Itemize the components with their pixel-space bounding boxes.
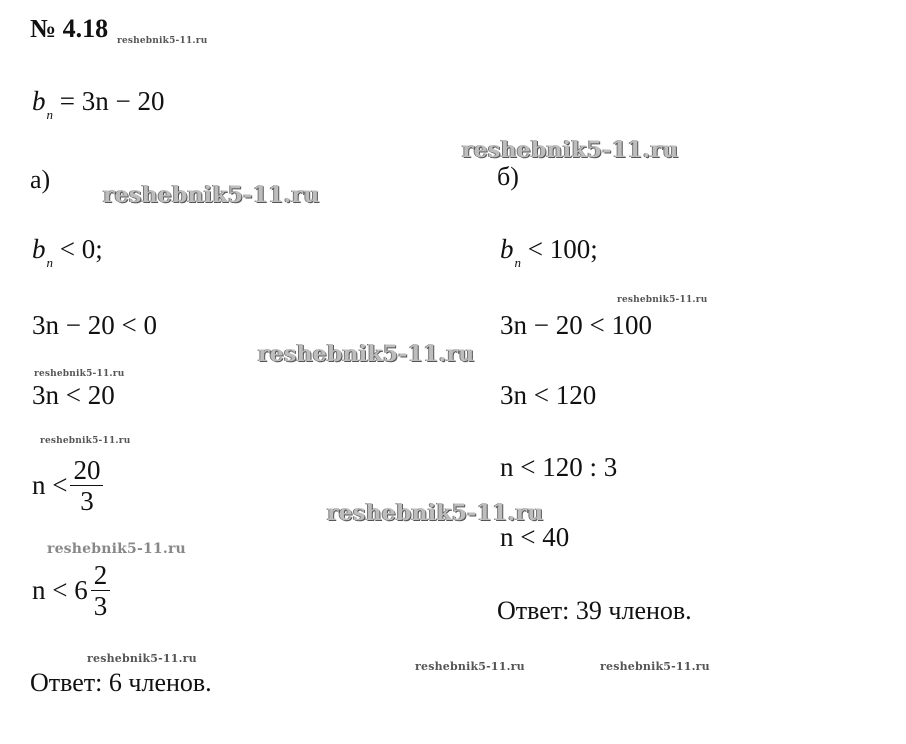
part-b-step2: 3n < 120 (500, 380, 597, 410)
watermark: reshebnik5-11.ru (327, 500, 544, 526)
watermark: reshebnik5-11.ru (40, 436, 131, 446)
part-a-step4-den: 3 (93, 591, 108, 621)
problem-number: № 4.18 (30, 14, 109, 43)
part-a-condition (32, 234, 103, 270)
watermark: reshebnik5-11.ru (462, 137, 679, 163)
watermark: reshebnik5-11.ru (600, 660, 710, 673)
part-a-step4-fraction (91, 560, 111, 621)
part-a-step2: 3n < 20 (32, 380, 115, 410)
formula-sub: n (46, 107, 53, 122)
part-b-cond-b: b (500, 234, 514, 264)
watermark: reshebnik5-11.ru (34, 369, 125, 379)
header-watermark: reshebnik5-11.ru (117, 36, 208, 46)
part-a-cond-sub: n (46, 255, 53, 270)
formula-rhs: = 3n − 20 (59, 86, 165, 116)
formula-b: b (32, 86, 46, 116)
part-b-cond-sub: n (514, 255, 521, 270)
part-a-step1: 3n − 20 < 0 (32, 310, 157, 340)
part-b-cond-rest: < 100; (521, 234, 598, 264)
part-a-step3-left: n < (32, 470, 68, 500)
watermark: reshebnik5-11.ru (617, 295, 708, 305)
part-a-step4-num: 2 (91, 560, 111, 591)
part-a-cond-rest: < 0; (53, 234, 103, 264)
part-a-step3-den: 3 (80, 486, 94, 516)
part-a-step4-left: n < 6 (32, 575, 88, 605)
part-a-step3-fraction (70, 455, 103, 516)
part-a-label: а) (30, 165, 51, 194)
watermark: reshebnik5-11.ru (87, 652, 197, 665)
watermark: reshebnik5-11.ru (415, 660, 525, 673)
part-b-condition (500, 234, 598, 270)
part-a-step4 (32, 560, 110, 621)
part-b-step4: n < 40 (500, 522, 570, 552)
part-a-answer: Ответ: 6 членов. (30, 668, 212, 697)
watermark: reshebnik5-11.ru (103, 182, 320, 208)
part-b-label: б) (497, 162, 519, 191)
part-b-answer: Ответ: 39 членов. (497, 596, 692, 625)
part-b-step3: n < 120 : 3 (500, 452, 618, 482)
sequence-formula (32, 86, 165, 122)
part-a-step3-num: 20 (70, 455, 103, 486)
part-a-cond-b: b (32, 234, 46, 264)
part-a-step3 (32, 455, 103, 516)
watermark: reshebnik5-11.ru (258, 341, 475, 367)
watermark: reshebnik5-11.ru (47, 541, 186, 557)
part-b-step1: 3n − 20 < 100 (500, 310, 652, 340)
